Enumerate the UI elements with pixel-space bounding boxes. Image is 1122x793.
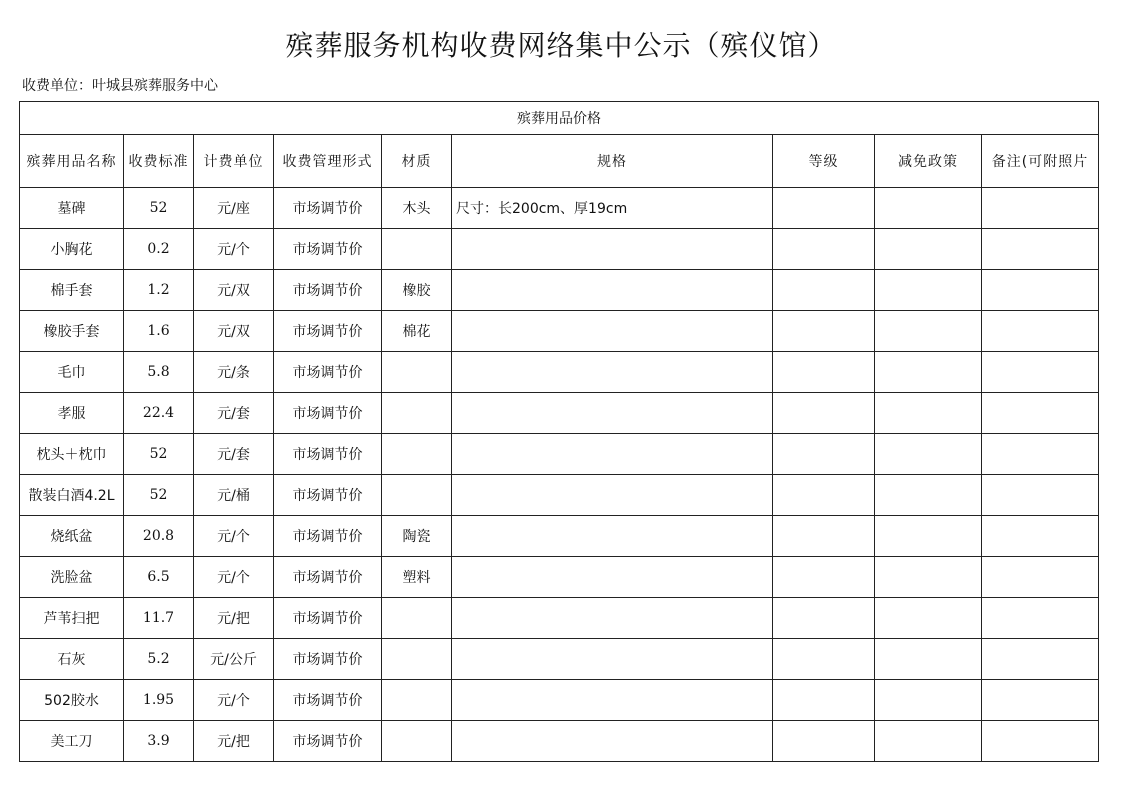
billing-unit-cell: 元/座 (194, 188, 274, 229)
item-name-cell: 洗脸盆 (20, 557, 124, 598)
reduction-policy-cell (875, 270, 982, 311)
table-row (20, 557, 1099, 598)
grade-cell (773, 475, 875, 516)
remarks-cell (982, 311, 1099, 352)
specification-cell (452, 229, 773, 270)
table-row (20, 475, 1099, 516)
item-name-cell: 橡胶手套 (20, 311, 124, 352)
grade-cell (773, 188, 875, 229)
remarks-cell (982, 475, 1099, 516)
table-row (20, 516, 1099, 557)
item-name-cell: 枕头＋枕巾 (20, 434, 124, 475)
fee-standard-cell: 52 (124, 188, 194, 229)
specification-cell (452, 475, 773, 516)
management-form-cell: 市场调节价 (274, 475, 382, 516)
billing-unit-cell: 元/个 (194, 229, 274, 270)
reduction-policy-cell (875, 352, 982, 393)
table-row (20, 598, 1099, 639)
reduction-policy-cell (875, 721, 982, 762)
material-cell (382, 475, 452, 516)
fee-standard-cell: 22.4 (124, 393, 194, 434)
item-name-cell: 烧纸盆 (20, 516, 124, 557)
reduction-policy-cell (875, 393, 982, 434)
fee-standard-cell: 3.9 (124, 721, 194, 762)
grade-cell (773, 311, 875, 352)
item-name-cell: 棉手套 (20, 270, 124, 311)
remarks-cell (982, 639, 1099, 680)
remarks-cell (982, 598, 1099, 639)
grade-cell (773, 229, 875, 270)
section-title: 殡葬用品价格 (20, 102, 1099, 135)
fee-standard-cell: 5.8 (124, 352, 194, 393)
grade-cell (773, 352, 875, 393)
billing-unit-cell: 元/公斤 (194, 639, 274, 680)
header-material: 材质 (382, 135, 452, 188)
remarks-cell (982, 721, 1099, 762)
reduction-policy-cell (875, 434, 982, 475)
specification-cell: 尺寸：长200cm、厚19cm (452, 188, 773, 229)
billing-unit-cell: 元/个 (194, 557, 274, 598)
fee-standard-cell: 0.2 (124, 229, 194, 270)
fee-standard-cell: 1.95 (124, 680, 194, 721)
header-item-name: 殡葬用品名称 (20, 135, 124, 188)
grade-cell (773, 721, 875, 762)
header-remarks: 备注(可附照片 (982, 135, 1099, 188)
reduction-policy-cell (875, 229, 982, 270)
fee-standard-cell: 52 (124, 434, 194, 475)
remarks-cell (982, 229, 1099, 270)
billing-unit-cell: 元/套 (194, 393, 274, 434)
reduction-policy-cell (875, 557, 982, 598)
fee-table (19, 101, 1099, 762)
management-form-cell: 市场调节价 (274, 352, 382, 393)
material-cell (382, 229, 452, 270)
grade-cell (773, 598, 875, 639)
item-name-cell: 毛巾 (20, 352, 124, 393)
section-header-row (20, 102, 1099, 135)
material-cell (382, 639, 452, 680)
material-cell: 橡胶 (382, 270, 452, 311)
management-form-cell: 市场调节价 (274, 188, 382, 229)
grade-cell (773, 557, 875, 598)
item-name-cell: 石灰 (20, 639, 124, 680)
item-name-cell: 散装白酒4.2L (20, 475, 124, 516)
table-row (20, 393, 1099, 434)
fee-standard-cell: 6.5 (124, 557, 194, 598)
remarks-cell (982, 352, 1099, 393)
header-billing-unit: 计费单位 (194, 135, 274, 188)
table-row (20, 721, 1099, 762)
specification-cell (452, 598, 773, 639)
page-title: 殡葬服务机构收费网络集中公示（殡仪馆） (285, 29, 837, 62)
table-row (20, 188, 1099, 229)
material-cell (382, 721, 452, 762)
item-name-cell: 小胸花 (20, 229, 124, 270)
material-cell: 陶瓷 (382, 516, 452, 557)
material-cell (382, 393, 452, 434)
reduction-policy-cell (875, 598, 982, 639)
table-row (20, 270, 1099, 311)
reduction-policy-cell (875, 516, 982, 557)
remarks-cell (982, 393, 1099, 434)
grade-cell (773, 393, 875, 434)
management-form-cell: 市场调节价 (274, 557, 382, 598)
management-form-cell: 市场调节价 (274, 311, 382, 352)
specification-cell (452, 393, 773, 434)
grade-cell (773, 680, 875, 721)
reduction-policy-cell (875, 639, 982, 680)
table-row (20, 352, 1099, 393)
specification-cell (452, 639, 773, 680)
reduction-policy-cell (875, 311, 982, 352)
management-form-cell: 市场调节价 (274, 639, 382, 680)
remarks-cell (982, 516, 1099, 557)
remarks-cell (982, 188, 1099, 229)
billing-unit-cell: 元/把 (194, 721, 274, 762)
material-cell: 棉花 (382, 311, 452, 352)
reduction-policy-cell (875, 475, 982, 516)
specification-cell (452, 434, 773, 475)
reduction-policy-cell (875, 680, 982, 721)
management-form-cell: 市场调节价 (274, 598, 382, 639)
management-form-cell: 市场调节价 (274, 229, 382, 270)
material-cell (382, 598, 452, 639)
material-cell (382, 352, 452, 393)
material-cell: 塑料 (382, 557, 452, 598)
management-form-cell: 市场调节价 (274, 393, 382, 434)
column-header-row (20, 135, 1099, 188)
management-form-cell: 市场调节价 (274, 270, 382, 311)
remarks-cell (982, 680, 1099, 721)
item-name-cell: 墓碑 (20, 188, 124, 229)
specification-cell (452, 557, 773, 598)
reduction-policy-cell (875, 188, 982, 229)
grade-cell (773, 270, 875, 311)
billing-unit-cell: 元/双 (194, 311, 274, 352)
header-management-form: 收费管理形式 (274, 135, 382, 188)
remarks-cell (982, 557, 1099, 598)
specification-cell (452, 270, 773, 311)
specification-cell (452, 680, 773, 721)
billing-unit-cell: 元/套 (194, 434, 274, 475)
management-form-cell: 市场调节价 (274, 721, 382, 762)
billing-unit-cell: 元/个 (194, 516, 274, 557)
item-name-cell: 美工刀 (20, 721, 124, 762)
specification-cell (452, 352, 773, 393)
fee-standard-cell: 20.8 (124, 516, 194, 557)
billing-unit-cell: 元/双 (194, 270, 274, 311)
fee-standard-cell: 1.2 (124, 270, 194, 311)
material-cell: 木头 (382, 188, 452, 229)
billing-unit-cell: 元/条 (194, 352, 274, 393)
item-name-cell: 孝服 (20, 393, 124, 434)
header-specification: 规格 (452, 135, 773, 188)
management-form-cell: 市场调节价 (274, 434, 382, 475)
item-name-cell: 502胶水 (20, 680, 124, 721)
grade-cell (773, 434, 875, 475)
table-row (20, 229, 1099, 270)
item-name-cell: 芦苇扫把 (20, 598, 124, 639)
table-row (20, 639, 1099, 680)
fee-standard-cell: 52 (124, 475, 194, 516)
remarks-cell (982, 270, 1099, 311)
charging-unit-label: 收费单位：叶城县殡葬服务中心 (22, 78, 218, 94)
material-cell (382, 434, 452, 475)
specification-cell (452, 311, 773, 352)
table-row (20, 311, 1099, 352)
grade-cell (773, 516, 875, 557)
specification-cell (452, 516, 773, 557)
billing-unit-cell: 元/桶 (194, 475, 274, 516)
remarks-cell (982, 434, 1099, 475)
header-grade: 等级 (773, 135, 875, 188)
table-row (20, 680, 1099, 721)
management-form-cell: 市场调节价 (274, 680, 382, 721)
fee-standard-cell: 11.7 (124, 598, 194, 639)
fee-standard-cell: 5.2 (124, 639, 194, 680)
table-row (20, 434, 1099, 475)
billing-unit-cell: 元/个 (194, 680, 274, 721)
header-reduction-policy: 减免政策 (875, 135, 982, 188)
specification-cell (452, 721, 773, 762)
fee-standard-cell: 1.6 (124, 311, 194, 352)
grade-cell (773, 639, 875, 680)
header-fee-standard: 收费标准 (124, 135, 194, 188)
billing-unit-cell: 元/把 (194, 598, 274, 639)
material-cell (382, 680, 452, 721)
management-form-cell: 市场调节价 (274, 516, 382, 557)
